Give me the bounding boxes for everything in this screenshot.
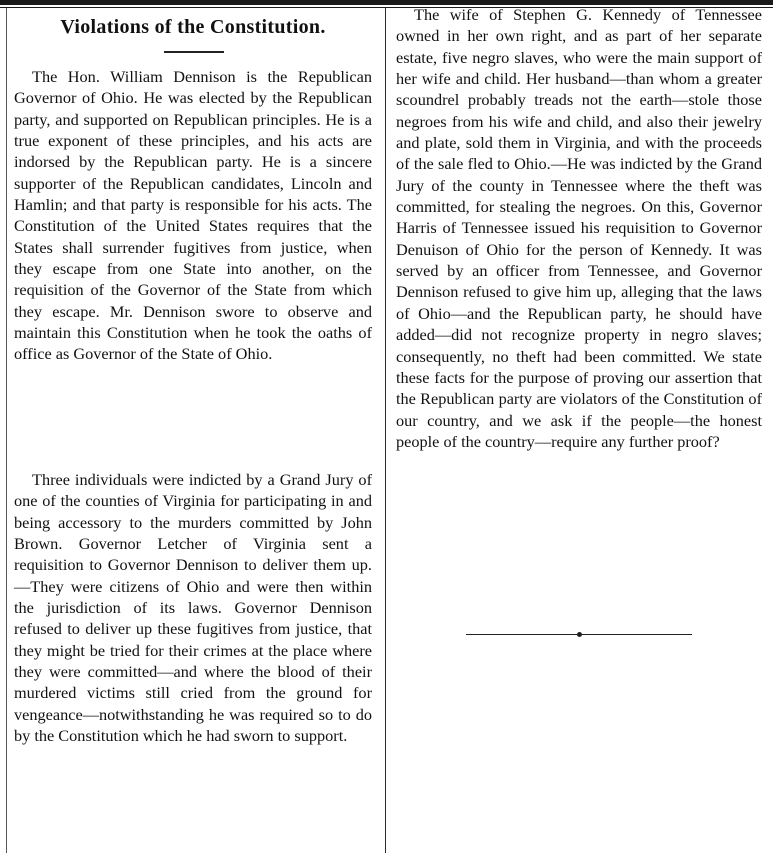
article-paragraph-3: The wife of Stephen G. Kennedy of Tennessee owned in her own right, and as part of her separate estate, five negro slaves, who were the main support of her wife and child. Her husband—than whom a greater scoundrel probably treads not the earth—stole those negroes from his wife and child, and also their jewelry and plate, sold them in Virginia, and with the proceeds of the sale fled to Ohio.—He was indicted by the Grand Jury of the county in Tennessee where the theft was committed, for stealing the negroes. On this, Governor Harris of Tennessee issued his requisition to Governor Denuison of Ohio for the person of Kennedy. It was served by an officer from Tennessee, and Governor Dennison refused to give him up, alleging that the laws of Ohio—and the Republican party, he should have added—did not recognize property in negro slaves; consequently, no theft had been committed. We state these facts for the purpose of proving our assertion that the Republican party are violators of the Constitution of our country, and we ask if the people—the honest people of the country—require any further proof? <box>396 5 762 451</box>
headline-divider <box>164 51 224 53</box>
article-paragraph-2: Three individuals were indicted by a Grand Jury of one of the counties of Virginia for participating in and being accessory to the murders committed by John Brown. Governor Letcher of Virginia sent a requisition to Governor Dennison to deliver them up.—They were citizens of Ohio and were then within the jurisdiction of its laws. Governor Dennison refused to deliver up these fugitives from justice, that they might be tried for their crimes at the place where they were committed—and where the blood of their murdered victims still cried from the ground for vengeance—notwithstanding he was required so to do by the Constitution which he had sworn to support. <box>14 470 372 746</box>
page-edge-rule <box>6 8 7 853</box>
article-end-ornament <box>577 632 582 637</box>
article-headline: Violations of the Constitution. <box>60 16 326 38</box>
column-divider <box>385 8 386 853</box>
article-paragraph-1: The Hon. William Dennison is the Republican Governor of Ohio. He was elected by the Republican party, and supported on Republican principles. He is a true exponent of these principles, and his acts are indorsed by the Republican party. He is a sincere supporter of the Republican candidates, Lincoln and Hamlin; and that party is responsible for his acts. The Constitution of the United States requires that the States shall surrender fugitives from justice, when they escape from one State into another, on the requisition of the Governor of the State from which they escape. Mr. Dennison swore to observe and maintain this Constitution when he took the oaths of office as Governor of the State of Ohio. <box>14 67 372 364</box>
